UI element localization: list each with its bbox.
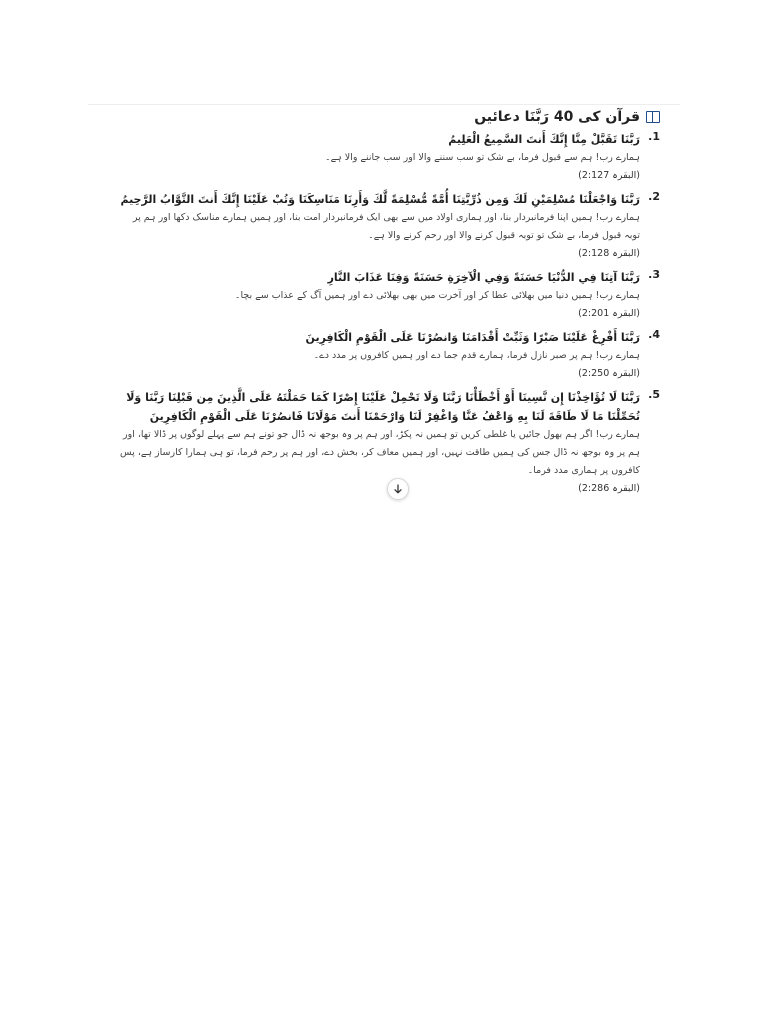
top-divider xyxy=(88,104,680,105)
dua-arabic-text: رَبَّنَا أَفْرِغْ عَلَيْنَا صَبْرًا وَثَبِّتْ أَقْدَامَنَا وَانصُرْنَا عَلَى الْقَوْمِ الْكَافِرِينَ xyxy=(305,331,640,344)
dua-number: 4. xyxy=(648,328,660,341)
dua-list-section xyxy=(120,106,660,503)
dua-reference: (البقرہ 2:250) xyxy=(578,368,640,379)
dua-number: 1. xyxy=(648,130,660,143)
dua-reference: (البقرہ 2:201) xyxy=(578,308,640,319)
dua-urdu-translation: ہمارے رب! ہم پر صبر نازل فرما، ہمارے قدم جما دے اور ہمیں کافروں پر مدد دے۔ xyxy=(313,350,640,361)
dua-arabic-text: رَبَّنَا آتِنَا فِي الدُّنْيَا حَسَنَةً وَفِي الْآخِرَةِ حَسَنَةً وَقِنَا عَذَابَ النَّارِ xyxy=(327,271,640,284)
dua-arabic-text: رَبَّنَا وَاجْعَلْنَا مُسْلِمَيْنِ لَكَ وَمِن ذُرِّيَّتِنَا أُمَّةً مُّسْلِمَةً لَّكَ وَأَرِنَا مَنَاسِكَنَا وَتُبْ عَلَيْنَا إِنَّكَ أَنتَ التَّوَّابُ الرَّحِيمُ xyxy=(120,193,640,206)
dua-list xyxy=(120,130,660,497)
dua-number: 5. xyxy=(648,388,660,401)
list-item xyxy=(120,328,660,382)
list-item xyxy=(120,190,660,262)
dua-urdu-translation: ہمارے رب! ہم سے قبول فرما، بے شک تو سب سننے والا اور سب جاننے والا ہے۔ xyxy=(325,152,640,163)
section-title: قرآن کی 40 رَبَّنَا دعائیں xyxy=(474,109,640,125)
dua-urdu-translation: ہمارے رب! ہمیں دنیا میں بھلائی عطا کر اور آخرت میں بھی بھلائی دے اور ہمیں آگ کے عذاب سے بچا۔ xyxy=(234,290,640,301)
dua-number: 2. xyxy=(648,190,660,203)
scroll-down-button[interactable] xyxy=(387,478,409,500)
dua-reference: (البقرہ 2:128) xyxy=(578,248,640,259)
dua-reference: (البقرہ 2:127) xyxy=(578,170,640,181)
dua-reference: (البقرہ 2:286) xyxy=(578,483,640,494)
list-item xyxy=(120,130,660,184)
dua-number: 3. xyxy=(648,268,660,281)
dua-arabic-text: رَبَّنَا لَا تُؤَاخِذْنَا إِن نَّسِينَا أَوْ أَخْطَأْنَا رَبَّنَا وَلَا تَحْمِلْ عَلَيْنَا إِصْرًا كَمَا حَمَلْتَهُ عَلَى الَّذِينَ مِن قَبْلِنَا رَبَّنَا وَلَا تُحَمِّلْنَا مَا لَا طَاقَةَ لَنَا بِهِ وَاعْفُ عَنَّا وَاغْفِرْ لَنَا وَارْحَمْنَا أَنتَ مَوْلَانَا فَانصُرْنَا عَلَى الْقَوْمِ الْكَافِرِينَ xyxy=(126,391,640,423)
book-icon xyxy=(646,111,660,123)
dua-urdu-translation: ہمارے رب! اگر ہم بھول جائیں یا غلطی کریں تو ہمیں نہ پکڑ، اور ہم پر وہ بوجھ نہ ڈال جو تونے ہم سے پہلے لوگوں پر ڈالا تھا، اور ہم پر وہ بوجھ نہ ڈال جس کی ہمیں طاقت نہیں، اور ہمیں معاف کر، بخش دے، اور ہم پر رحم فرما، تو ہی ہمارا کارساز ہے، پس کافروں پر ہماری مدد فرما۔ xyxy=(120,429,640,476)
dua-urdu-translation: ہمارے رب! ہمیں اپنا فرمانبردار بنا، اور ہماری اولاد میں سے بھی ایک فرمانبردار امت بنا، اور ہمیں ہمارے مناسک دکھا اور ہم پر توبہ قبول فرما، بے شک تو توبہ قبول کرنے والا اور رحم کرنے والا ہے۔ xyxy=(132,212,640,241)
list-item xyxy=(120,268,660,322)
dua-arabic-text: رَبَّنَا تَقَبَّلْ مِنَّا إِنَّكَ أَنتَ السَّمِيعُ الْعَلِيمُ xyxy=(448,133,640,146)
arrow-down-icon xyxy=(393,484,403,494)
section-heading xyxy=(120,106,660,128)
